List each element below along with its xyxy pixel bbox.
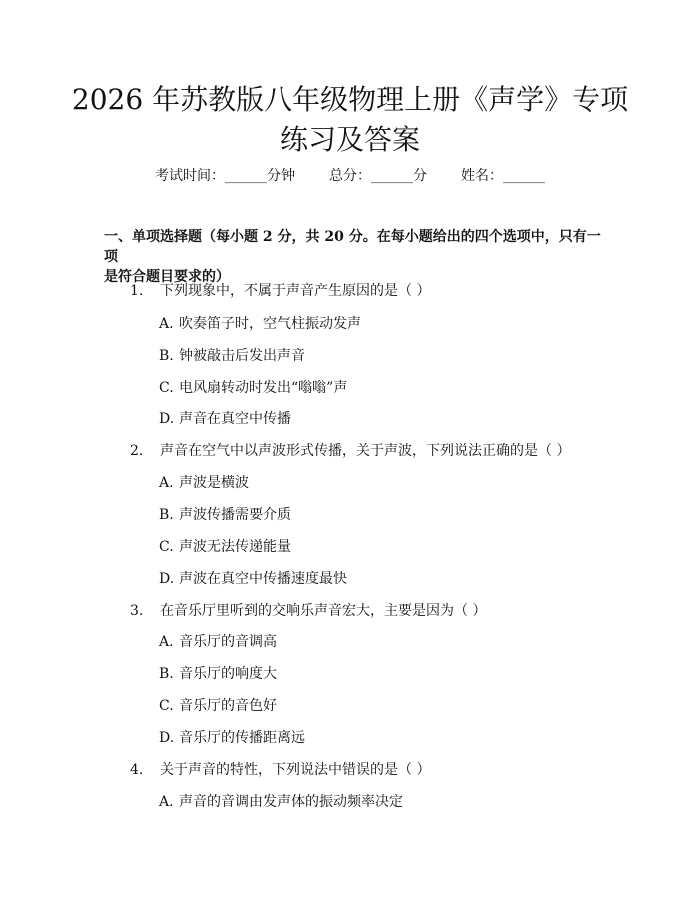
question-number: 1. xyxy=(130,283,144,299)
option-text: 声波传播需要介质 xyxy=(179,507,291,523)
question-1-option-b xyxy=(159,346,305,366)
question-4-option-a xyxy=(159,792,403,812)
title-line-2: 练习及答案 xyxy=(279,123,420,156)
question-3-option-d xyxy=(159,728,305,748)
question-2-option-d xyxy=(159,569,347,589)
option-text: 音乐厅的传播距离远 xyxy=(179,730,305,746)
option-letter: A. xyxy=(159,634,174,650)
exam-info xyxy=(0,166,700,186)
option-text: 声波在真空中传播速度最快 xyxy=(179,571,347,587)
section-heading-line-1: 一、单项选择题（每小题 2 分，共 20 分。在每小题给出的四个选项中，只有一项 xyxy=(104,229,601,265)
question-text: 关于声音的特性，下列说法中错误的是（ ） xyxy=(160,762,431,778)
question-1-option-a xyxy=(159,314,361,334)
option-letter: B. xyxy=(159,507,174,523)
question-text: 声音在空气中以声波形式传播，关于声波，下列说法正确的是（ ） xyxy=(160,443,571,459)
question-1-option-d xyxy=(159,409,291,429)
option-letter: C. xyxy=(159,380,174,396)
question-2-option-c xyxy=(159,537,291,557)
option-text: 声音在真空中传播 xyxy=(179,411,291,427)
question-number: 2. xyxy=(130,443,144,459)
option-text: 音乐厅的音调高 xyxy=(179,634,277,650)
question-text: 在音乐厅里听到的交响乐声音宏大，主要是因为（ ） xyxy=(160,603,487,619)
question-3 xyxy=(130,601,486,621)
option-letter: A. xyxy=(159,475,174,491)
question-4 xyxy=(130,760,430,780)
option-letter: D. xyxy=(159,571,175,587)
option-letter: C. xyxy=(159,539,174,555)
option-letter: B. xyxy=(159,666,174,682)
question-3-option-b xyxy=(159,664,277,684)
option-text: 吹奏笛子时，空气柱振动发声 xyxy=(179,316,361,332)
question-3-option-c xyxy=(159,696,277,716)
student-name-field: 姓名：______ xyxy=(461,168,545,184)
option-text: 声音的音调由发声体的振动频率决定 xyxy=(179,794,403,810)
option-letter: B. xyxy=(159,348,174,364)
option-letter: A. xyxy=(159,794,174,810)
question-2-option-b xyxy=(159,505,291,525)
option-letter: A. xyxy=(159,316,174,332)
question-1 xyxy=(130,281,430,301)
title-line-1: 2026 年苏教版八年级物理上册《声学》专项 xyxy=(71,83,629,116)
question-2-option-a xyxy=(159,473,249,493)
question-text: 下列现象中，不属于声音产生原因的是（ ） xyxy=(160,283,431,299)
question-2 xyxy=(130,441,570,461)
question-number: 4. xyxy=(130,762,144,778)
option-text: 电风扇转动时发出“嗡嗡”声 xyxy=(179,380,348,396)
question-3-option-a xyxy=(159,632,277,652)
option-text: 声波是横波 xyxy=(179,475,249,491)
exam-time-field: 考试时间：______分钟 xyxy=(155,168,295,184)
option-letter: C. xyxy=(159,698,174,714)
section-heading xyxy=(104,227,604,287)
option-letter: D. xyxy=(159,730,175,746)
total-score-field: 总分：______分 xyxy=(329,168,427,184)
question-1-option-c xyxy=(159,378,347,398)
option-text: 声波无法传递能量 xyxy=(179,539,291,555)
document-title xyxy=(60,80,640,160)
section-heading-line-2: 是符合题目要求的） xyxy=(104,269,230,285)
option-text: 钟被敲击后发出声音 xyxy=(179,348,305,364)
question-number: 3. xyxy=(130,603,144,619)
option-text: 音乐厅的音色好 xyxy=(179,698,277,714)
option-text: 音乐厅的响度大 xyxy=(179,666,277,682)
option-letter: D. xyxy=(159,411,175,427)
